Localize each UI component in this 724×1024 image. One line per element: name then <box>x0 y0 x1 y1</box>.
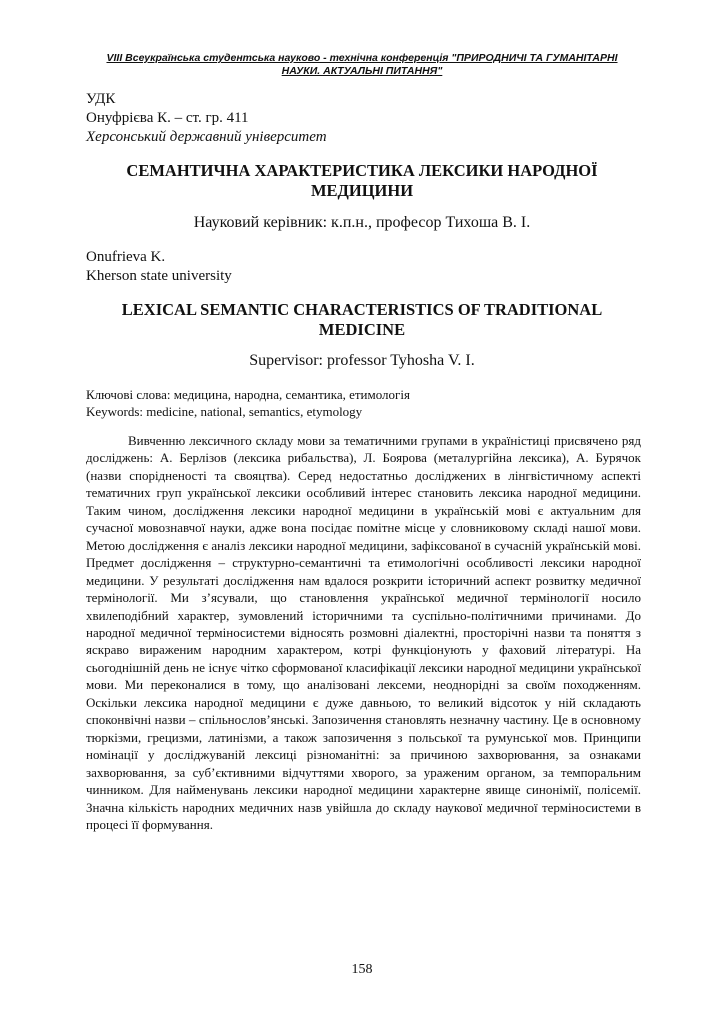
conference-header: VIII Всеукраїнська студентська науково - технічна конференція "ПРИРОДНИЧІ ТА ГУМАНІТАРНІ НАУКИ. АКТУАЛЬНІ ПИТАННЯ" <box>106 52 618 77</box>
keywords-uk: Ключові слова: медицина, народна, семантика, етимологія <box>86 387 410 402</box>
university-uk: Херсонський державний університет <box>86 129 327 145</box>
author-en: Onufrieva K. <box>86 249 166 265</box>
university-en: Kherson state university <box>86 268 232 284</box>
supervisor-uk: Науковий керівник: к.п.н., професор Тихоша В. І. <box>193 214 531 231</box>
title-uk: СЕМАНТИЧНА ХАРАКТЕРИСТИКА ЛЕКСИКИ НАРОДНОЇ МЕДИЦИНИ <box>126 161 598 200</box>
keywords-en: Keywords: medicine, national, semantics, etymology <box>86 404 363 419</box>
supervisor-en: Supervisor: professor Tyhosha V. I. <box>249 352 475 369</box>
udk-label: УДК <box>86 91 116 107</box>
page-number: 158 <box>351 962 373 977</box>
title-en: LEXICAL SEMANTIC CHARACTERISTICS OF TRADITIONAL MEDICINE <box>121 300 603 339</box>
author-uk: Онуфрієва К. – ст. гр. 411 <box>86 110 249 126</box>
body-paragraph: Вивченню лексичного складу мови за тематичними групами в україністиці присвячено ряд досліджень: А. Берлізов (лексика рибальства), Л. Боярова (металургійна лексика), А. Бурячок (назви спорідненості та свояцтва). Серед недостатньо досліджених в лінгвістичному аспекті тематичних груп української лексики особливий інтерес становить лексика народної медицини. Таким чином, дослідження лексики народної медицини в українській мові є актуальним для сучасної мовознавчої науки, адже вона посідає помітне місце у словниковому складі нашої мови. Метою дослідження є аналіз лексики народної медицини, зафіксованої в сучасній українській мові. Предмет дослідження – структурно-семантичні та етимологічні особливості лексики народної медицини. У результаті дослідження нам вдалося розкрити історичний аспект розвитку медичної термінології. Ми з’ясували, що становлення української медичної термінології носило хвилеподібний характер, зумовлений історичними та суспільно-політичними причинами. До народної медичної терміносистеми відносять розмовні діалектні, просторічні назви та поняття з яскраво вираженим народним характером, котрі функціонують у фаховий літературі. На сьогоднішній день не існує чітко сформованої класифікації лексики народної медицини української мови. Ми переконалися в тому, що аналізовані лексеми, неоднорідні за своїм походженням. Оскільки лексика народної медицини є дуже давньою, то великий відсоток у ній складають споконвічні назви – спільнослов’янські. Запозичення становлять незначну частину. Це в основному тюркізми, грецизми, латинізми, а також запозичення з польської та румунської мов. Принципи номінації у досліджуваній лексиці різноманітні: за причиною захворювання, за ознаками захворювання, за суб’єктивними відчуттями хворого, за ураженим органом, за темпоральним чинником. Для найменувань лексики народної медицини характерне явище синонімії, полісемії. Значна кількість народних медичних назв увійшла до складу наукової медичної терміносистеми в процесі її формування. <box>86 433 641 832</box>
